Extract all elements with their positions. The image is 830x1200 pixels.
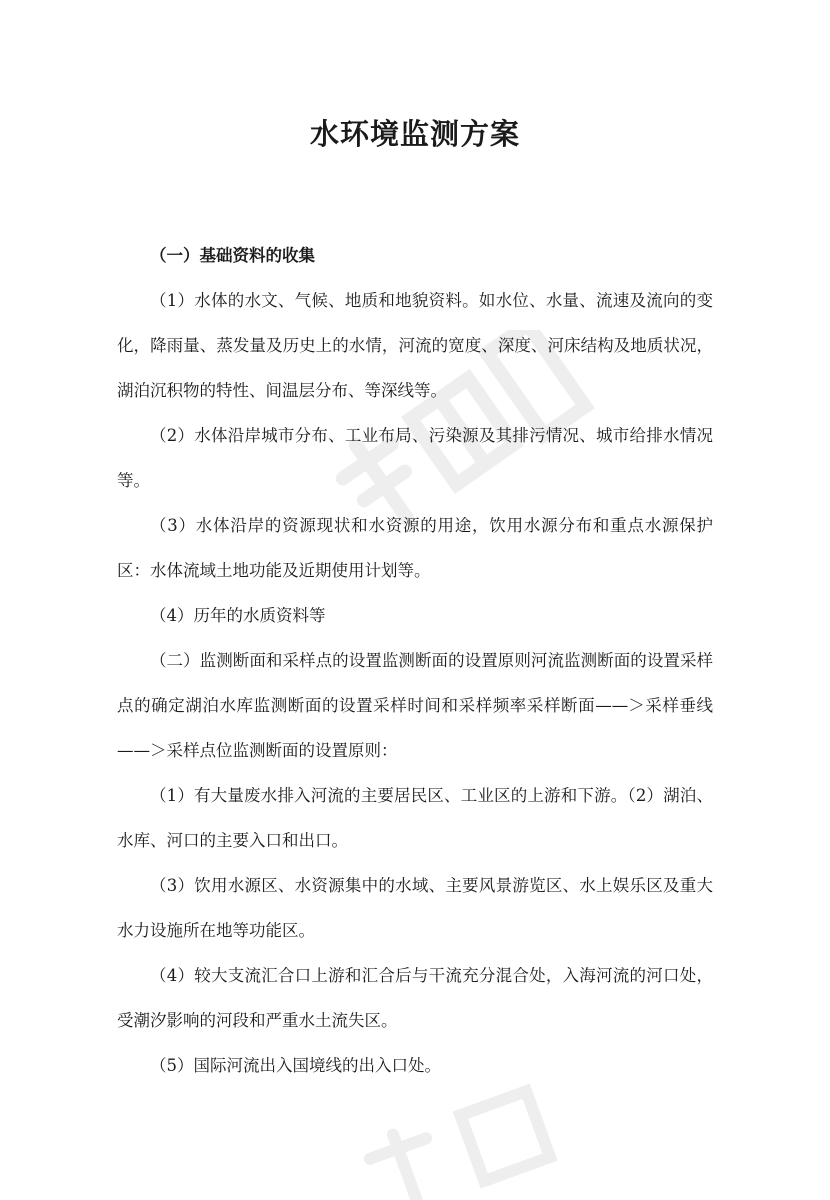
paragraph-principle-4: （4）较大支流汇合口上游和汇合后与干流充分混合处，入海河流的河口处，受潮汐影响的河段和严重水土流失区。 [117,966,713,1030]
paragraph-item-3: （3）水体沿岸的资源现状和水资源的用途，饮用水源分布和重点水源保护区：水体流域土地功能及近期使用计划等。 [117,516,713,580]
paragraph-principle-5: （5）国际河流出入国境线的出入口处。 [150,1056,441,1075]
section-monitoring-sections: （二）监测断面和采样点的设置监测断面的设置原则河流监测断面的设置采样点的确定湖泊水库监测断面的设置采样时间和采样频率采样断面——＞采样垂线——＞采样点位监测断面的设置原则： [117,651,713,760]
paragraph-item-2: （2）水体沿岸城市分布、工业布局、污染源及其排污情况、城市给排水情况等。 [117,426,713,490]
paragraph-item-1: （1）水体的水文、气候、地质和地貌资料。如水位、水量、流速及流向的变化，降雨量、蒸发量及历史上的水情，河流的宽度、深度、河床结构及地质状况，湖泊沉积物的特性、间温层分布、等深线等。 [117,291,713,400]
paragraph-item-4: （4）历年的水质资料等 [150,606,326,625]
paragraph-principle-1-2: （1）有大量废水排入河流的主要居民区、工业区的上游和下游。（2）湖泊、水库、河口的主要入口和出口。 [117,786,713,850]
watermark-logo-bottom [330,1080,630,1200]
paragraph-principle-3: （3）饮用水源区、水资源集中的水域、主要风景游览区、水上娱乐区及重大水力设施所在地等功能区。 [117,876,713,940]
section-heading-basic-data: （一）基础资料的收集 [150,246,315,265]
document-body [117,233,713,1088]
page-title: 水环境监测方案 [309,117,520,151]
